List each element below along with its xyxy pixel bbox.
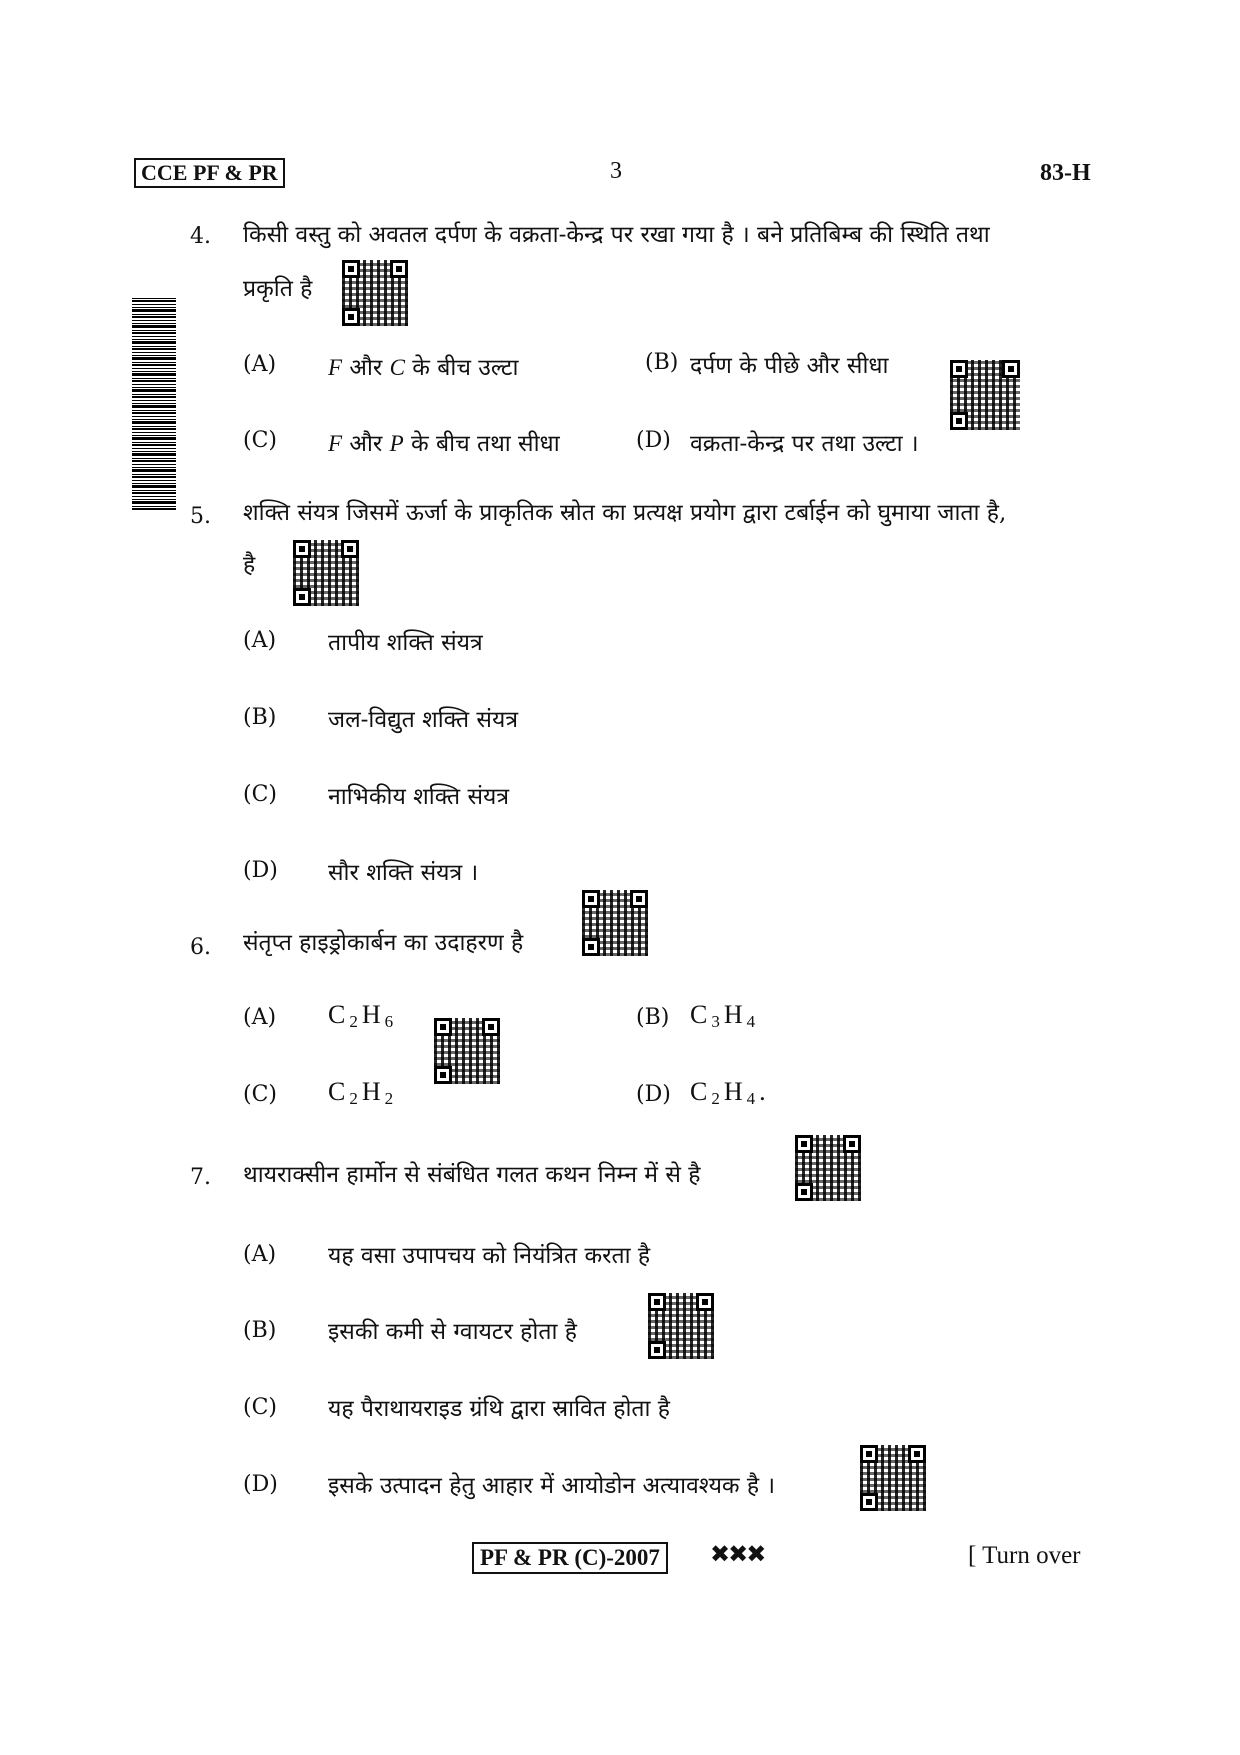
option-label: (A) xyxy=(243,628,277,653)
option-label: (B) xyxy=(243,1318,277,1343)
formula: $C_2H_4$. xyxy=(690,1077,770,1108)
option-text: इसकी कमी से ग्वायटर होता है xyxy=(328,1319,577,1345)
option-text: वक्रता-केन्द्र पर तथा उल्टा । xyxy=(690,431,919,457)
formula: $C_3H_4$ xyxy=(690,1000,760,1031)
option-label: (A) xyxy=(243,1005,277,1030)
option-text: दर्पण के पीछे और सीधा xyxy=(690,353,889,379)
option-label: (C) xyxy=(243,1395,277,1420)
paper-series-code: PF & PR (C)-2007 xyxy=(472,1542,668,1574)
page-number: 3 xyxy=(610,158,622,184)
option-text: सौर शक्ति संयत्र । xyxy=(328,860,479,886)
qr-code-icon xyxy=(860,1445,926,1511)
option-label: (D) xyxy=(636,428,671,453)
paper-code-box: CCE PF & PR xyxy=(134,158,285,188)
qr-code-icon xyxy=(434,1018,500,1084)
question-text: शक्ति संयत्र जिसमें ऊर्जा के प्राकृतिक स्रोत का प्रत्यक्ष प्रयोग द्वारा टर्बाईन को घुमाया जाता है, xyxy=(243,500,1007,526)
option-label: (D) xyxy=(636,1082,671,1107)
question-text: किसी वस्तु को अवतल दर्पण के वक्रता-केन्द्र पर रखा गया है । बने प्रतिबिम्ब की स्थिति तथा xyxy=(243,222,990,248)
option-label: (B) xyxy=(636,1005,670,1030)
option-label: (B) xyxy=(645,350,679,375)
qr-code-icon xyxy=(795,1135,861,1201)
question-text-cont: है xyxy=(243,552,256,578)
qr-code-icon xyxy=(582,890,648,956)
turn-over-note: [ Turn over xyxy=(968,1542,1081,1569)
question-text: थायराक्सीन हार्मोन से संबंधित गलत कथन निम्न में से है xyxy=(243,1162,701,1188)
question-number: 4. xyxy=(190,224,211,249)
option-text: इसके उत्पादन हेतु आहार में आयोडोन अत्यावश्यक है । xyxy=(328,1473,776,1499)
option-text: F और C के बीच उल्टा xyxy=(328,355,519,381)
option-label: (B) xyxy=(243,705,277,730)
question-number: 5. xyxy=(190,504,211,529)
subject-code: 83-H xyxy=(1040,160,1091,186)
formula: $C_2H_2$ xyxy=(328,1077,398,1108)
option-label: (C) xyxy=(243,428,277,453)
option-label: (C) xyxy=(243,782,277,807)
option-text: यह वसा उपापचय को नियंत्रित करता है xyxy=(328,1243,651,1269)
option-text: जल-विद्युत शक्ति संयत्र xyxy=(328,707,519,733)
option-text: तापीय शक्ति संयत्र xyxy=(328,630,483,656)
option-label: (A) xyxy=(243,1242,277,1267)
option-label: (D) xyxy=(243,858,278,883)
qr-code-icon xyxy=(342,260,408,326)
option-text: यह पैराथायराइड ग्रंथि द्वारा स्रावित होता है xyxy=(328,1396,671,1422)
option-label: (A) xyxy=(243,352,277,377)
qr-code-icon xyxy=(950,360,1020,430)
barcode-icon xyxy=(132,298,176,510)
qr-code-icon xyxy=(648,1293,714,1359)
question-text: संतृप्त हाइड्रोकार्बन का उदाहरण है xyxy=(243,930,524,956)
ornament-icon: ✖✖✖ xyxy=(710,1540,765,1568)
formula: $C_2H_6$ xyxy=(328,1000,398,1031)
qr-code-icon xyxy=(293,540,359,606)
option-label: (C) xyxy=(243,1082,277,1107)
option-text: नाभिकीय शक्ति संयत्र xyxy=(328,784,510,810)
question-number: 6. xyxy=(190,935,211,960)
question-text-cont: प्रकृति है xyxy=(243,276,313,302)
option-label: (D) xyxy=(243,1472,278,1497)
option-text: F और P के बीच तथा सीधा xyxy=(328,431,560,457)
question-number: 7. xyxy=(190,1165,211,1190)
